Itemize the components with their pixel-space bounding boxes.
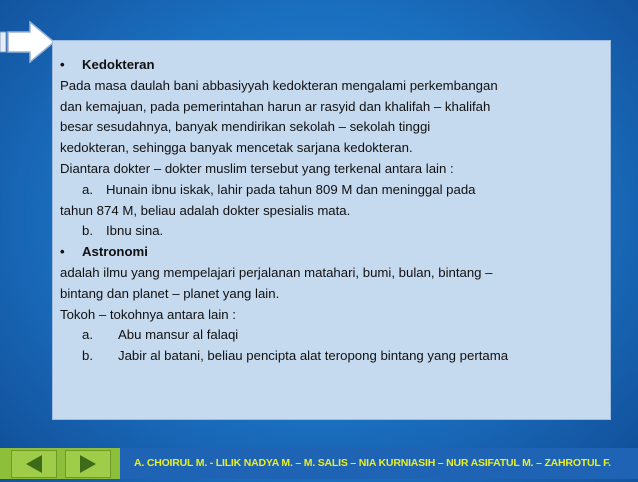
- paragraph-line: Pada masa daulah bani abbasiyyah kedokteran mengalami perkembangan: [60, 77, 498, 93]
- paragraph-line: bintang dan planet – planet yang lain.: [60, 285, 280, 301]
- section-astronomi-heading: [60, 242, 602, 263]
- list-marker: a.: [82, 181, 93, 197]
- list-text: Abu mansur al falaqi: [118, 327, 239, 343]
- paragraph-line: Diantara dokter – dokter muslim tersebut yang terkenal antara lain :: [60, 160, 454, 176]
- author-credits: A. CHOIRUL M. - LILIK NADYA M. – M. SALIS – NIA KURNIASIH – NUR ASIFATUL M. – ZAHROTUL F.: [120, 448, 638, 479]
- content-panel: [52, 40, 611, 420]
- list-marker: a.: [82, 327, 93, 343]
- heading-text: Kedokteran: [82, 57, 155, 72]
- bullet: •: [60, 244, 65, 260]
- triangle-left-icon: [12, 451, 56, 477]
- paragraph-line: adalah ilmu yang mempelajari perjalanan matahari, bumi, bulan, bintang –: [60, 264, 493, 280]
- list-item: [60, 325, 602, 346]
- bullet: •: [60, 57, 65, 72]
- list-item: [60, 346, 602, 367]
- previous-slide-button[interactable]: [11, 450, 57, 478]
- list-item: [60, 180, 602, 201]
- paragraph-line: besar sesudahnya, banyak mendirikan sekolah – sekolah tinggi: [60, 119, 431, 135]
- triangle-right-icon: [66, 451, 110, 477]
- list-marker: b.: [82, 348, 93, 364]
- paragraph-line: dan kemajuan, pada pemerintahan harun ar rasyid dan khalifah – khalifah: [60, 98, 491, 114]
- section-kedokteran-heading: [60, 55, 602, 76]
- heading-text: Astronomi: [82, 244, 148, 260]
- paragraph-line: kedokteran, sehingga banyak mencetak sarjana kedokteran.: [60, 140, 413, 156]
- paragraph-line: Tokoh – tokohnya antara lain :: [60, 306, 236, 322]
- list-marker: b.: [82, 223, 93, 239]
- arrow-right-icon: [0, 18, 56, 66]
- list-item-continuation: tahun 874 M, beliau adalah dokter spesialis mata.: [60, 202, 351, 218]
- next-slide-button[interactable]: [65, 450, 111, 478]
- list-text: Hunain ibnu iskak, lahir pada tahun 809 M dan meninggal pada: [106, 181, 476, 197]
- list-text: Jabir al batani, beliau pencipta alat teropong bintang yang pertama: [118, 348, 509, 364]
- nav-separator: [57, 450, 63, 478]
- list-item: [60, 221, 602, 242]
- list-text: Ibnu sina.: [106, 223, 164, 239]
